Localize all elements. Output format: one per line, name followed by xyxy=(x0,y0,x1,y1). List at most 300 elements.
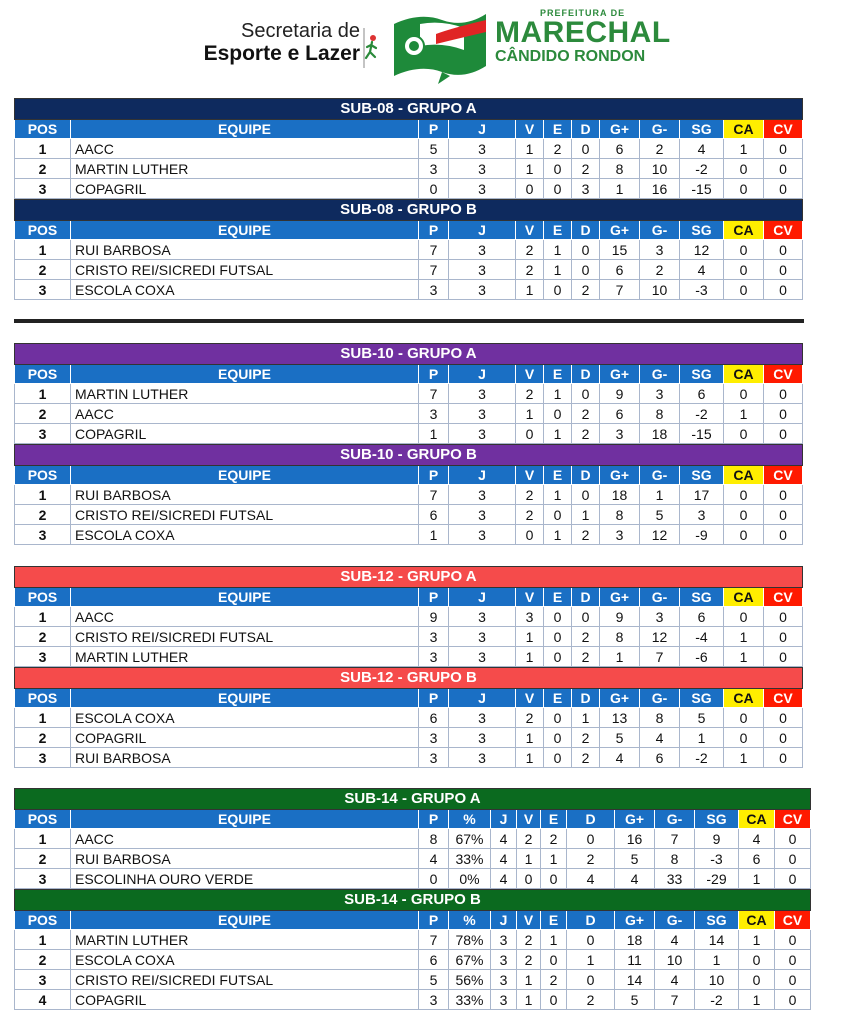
cell-cv: 0 xyxy=(764,728,803,748)
cell-gminus: 5 xyxy=(640,505,680,525)
divider-line xyxy=(14,319,804,323)
header-row xyxy=(15,365,803,384)
group-title: SUB-08 - GRUPO A xyxy=(15,99,803,120)
cell-d: 1 xyxy=(572,708,600,728)
cell-d: 2 xyxy=(572,404,600,424)
page-header xyxy=(0,0,855,90)
cell-d: 0 xyxy=(567,829,615,849)
prefeitura-city: CÂNDIDO RONDON xyxy=(495,48,646,65)
cell-gplus: 18 xyxy=(600,485,640,505)
col-header-sg: SG xyxy=(680,221,724,240)
cell-pos: 3 xyxy=(15,647,71,667)
table-row xyxy=(15,627,803,647)
col-header-name: EQUIPE xyxy=(71,588,419,607)
col-header-cv: CV xyxy=(775,810,811,829)
col-header-name: EQUIPE xyxy=(71,221,419,240)
cell-pos: 2 xyxy=(15,950,71,970)
table-row xyxy=(15,280,803,300)
cell-ca: 1 xyxy=(739,990,775,1010)
cell-gplus: 3 xyxy=(600,424,640,444)
header-row xyxy=(15,120,803,139)
cell-e: 0 xyxy=(541,869,567,889)
cell-pos: 1 xyxy=(15,240,71,260)
cell-name: CRISTO REI/SICREDI FUTSAL xyxy=(71,627,419,647)
cell-j: 3 xyxy=(449,179,516,199)
cell-pct: 33% xyxy=(449,849,491,869)
cell-gminus: 7 xyxy=(640,647,680,667)
cell-e: 0 xyxy=(544,607,572,627)
cell-ca: 0 xyxy=(724,708,764,728)
cell-gminus: 4 xyxy=(655,970,695,990)
cell-e: 1 xyxy=(544,384,572,404)
cell-gplus: 5 xyxy=(615,990,655,1010)
cell-e: 1 xyxy=(544,525,572,545)
cell-cv: 0 xyxy=(775,869,811,889)
group-title-row xyxy=(15,890,811,911)
col-header-ca: CA xyxy=(724,120,764,139)
cell-v: 2 xyxy=(516,260,544,280)
col-header-d: D xyxy=(572,466,600,485)
col-header-cv: CV xyxy=(764,365,803,384)
col-header-cv: CV xyxy=(775,911,811,930)
col-header-gplus: G+ xyxy=(600,120,640,139)
cell-name: MARTIN LUTHER xyxy=(71,647,419,667)
cell-j: 3 xyxy=(449,139,516,159)
col-header-d: D xyxy=(572,120,600,139)
cell-p: 0 xyxy=(419,869,449,889)
cell-gminus: 8 xyxy=(640,404,680,424)
cell-e: 1 xyxy=(544,260,572,280)
header-row xyxy=(15,689,803,708)
col-header-name: EQUIPE xyxy=(71,365,419,384)
cell-pos: 3 xyxy=(15,525,71,545)
col-header-d: D xyxy=(572,365,600,384)
col-header-ca: CA xyxy=(739,911,775,930)
col-header-gplus: G+ xyxy=(600,588,640,607)
col-header-gminus: G- xyxy=(640,120,680,139)
sub08-block xyxy=(14,98,803,300)
cell-d: 0 xyxy=(572,607,600,627)
cell-e: 2 xyxy=(541,970,567,990)
col-header-ca: CA xyxy=(724,588,764,607)
cell-v: 3 xyxy=(516,607,544,627)
standings-table xyxy=(14,566,803,667)
cell-pos: 1 xyxy=(15,485,71,505)
cell-ca: 1 xyxy=(724,139,764,159)
cell-ca: 0 xyxy=(724,384,764,404)
cell-p: 3 xyxy=(419,990,449,1010)
cell-gplus: 6 xyxy=(600,260,640,280)
col-header-j: J xyxy=(449,221,516,240)
col-header-gminus: G- xyxy=(640,365,680,384)
col-header-e: E xyxy=(544,466,572,485)
cell-ca: 4 xyxy=(739,829,775,849)
col-header-v: V xyxy=(517,911,541,930)
cell-v: 1 xyxy=(517,970,541,990)
standings-table xyxy=(14,788,811,889)
col-header-gminus: G- xyxy=(640,221,680,240)
cell-j: 3 xyxy=(491,950,517,970)
col-header-e: E xyxy=(544,365,572,384)
cell-e: 1 xyxy=(541,849,567,869)
cell-j: 3 xyxy=(449,404,516,424)
group-title: SUB-12 - GRUPO B xyxy=(15,668,803,689)
cell-pos: 3 xyxy=(15,179,71,199)
cell-pos: 1 xyxy=(15,829,71,849)
table-row xyxy=(15,950,811,970)
table-row xyxy=(15,384,803,404)
col-header-d: D xyxy=(567,810,615,829)
col-header-j: J xyxy=(449,120,516,139)
cell-pos: 2 xyxy=(15,505,71,525)
table-row xyxy=(15,708,803,728)
table-row xyxy=(15,505,803,525)
cell-sg: 9 xyxy=(695,829,739,849)
cell-v: 2 xyxy=(517,950,541,970)
cell-d: 1 xyxy=(572,505,600,525)
col-header-gplus: G+ xyxy=(615,911,655,930)
cell-d: 3 xyxy=(572,179,600,199)
cell-ca: 0 xyxy=(724,607,764,627)
cell-cv: 0 xyxy=(764,179,803,199)
col-header-p: P xyxy=(419,120,449,139)
cell-gplus: 8 xyxy=(600,627,640,647)
header-row xyxy=(15,466,803,485)
cell-name: MARTIN LUTHER xyxy=(71,930,419,950)
col-header-v: V xyxy=(516,466,544,485)
cell-cv: 0 xyxy=(775,930,811,950)
col-header-v: V xyxy=(516,221,544,240)
cell-ca: 0 xyxy=(724,179,764,199)
col-header-p: P xyxy=(419,911,449,930)
cell-p: 3 xyxy=(419,280,449,300)
col-header-ca: CA xyxy=(724,466,764,485)
col-header-p: P xyxy=(419,689,449,708)
col-header-e: E xyxy=(544,221,572,240)
cell-pos: 3 xyxy=(15,748,71,768)
cell-ca: 0 xyxy=(724,280,764,300)
cell-d: 2 xyxy=(572,525,600,545)
standings-table xyxy=(14,889,811,1010)
cell-e: 1 xyxy=(541,930,567,950)
table-row xyxy=(15,970,811,990)
cell-e: 1 xyxy=(544,424,572,444)
cell-cv: 0 xyxy=(764,505,803,525)
col-header-e: E xyxy=(541,911,567,930)
prefeitura-small: PREFEITURA DE xyxy=(540,8,626,18)
col-header-j: J xyxy=(449,689,516,708)
cell-e: 0 xyxy=(544,505,572,525)
cell-ca: 1 xyxy=(724,404,764,424)
col-header-e: E xyxy=(544,588,572,607)
cell-j: 3 xyxy=(449,240,516,260)
cell-e: 0 xyxy=(544,159,572,179)
cell-sg: -3 xyxy=(680,280,724,300)
cell-pos: 2 xyxy=(15,849,71,869)
group-title-row xyxy=(15,344,803,365)
cell-name: MARTIN LUTHER xyxy=(71,384,419,404)
cell-p: 6 xyxy=(419,505,449,525)
cell-j: 3 xyxy=(449,708,516,728)
standings-table xyxy=(14,199,803,300)
cell-sg: -3 xyxy=(695,849,739,869)
group-title: SUB-14 - GRUPO A xyxy=(15,789,811,810)
sub12-block xyxy=(14,566,803,768)
cell-cv: 0 xyxy=(764,384,803,404)
cell-gplus: 5 xyxy=(600,728,640,748)
cell-name: ESCOLA COXA xyxy=(71,525,419,545)
cell-cv: 0 xyxy=(764,240,803,260)
cell-j: 3 xyxy=(449,485,516,505)
cell-j: 4 xyxy=(491,849,517,869)
cell-name: COPAGRIL xyxy=(71,424,419,444)
cell-d: 2 xyxy=(572,748,600,768)
col-header-pos: POS xyxy=(15,810,71,829)
col-header-gminus: G- xyxy=(655,911,695,930)
col-header-sg: SG xyxy=(680,588,724,607)
cell-pos: 2 xyxy=(15,627,71,647)
cell-gminus: 3 xyxy=(640,384,680,404)
cell-sg: -2 xyxy=(695,990,739,1010)
cell-ca: 0 xyxy=(739,950,775,970)
group-title: SUB-08 - GRUPO B xyxy=(15,200,803,221)
cell-pos: 3 xyxy=(15,869,71,889)
cell-d: 0 xyxy=(572,485,600,505)
header-row xyxy=(15,588,803,607)
col-header-sg: SG xyxy=(680,466,724,485)
cell-v: 1 xyxy=(516,647,544,667)
cell-cv: 0 xyxy=(775,950,811,970)
cell-cv: 0 xyxy=(764,424,803,444)
cell-sg: 3 xyxy=(680,505,724,525)
standings-table xyxy=(14,444,803,545)
col-header-pos: POS xyxy=(15,466,71,485)
col-header-sg: SG xyxy=(695,810,739,829)
secretaria-logo xyxy=(190,20,360,66)
table-row xyxy=(15,485,803,505)
cell-ca: 6 xyxy=(739,849,775,869)
cell-gplus: 13 xyxy=(600,708,640,728)
col-header-cv: CV xyxy=(764,120,803,139)
cell-d: 0 xyxy=(572,139,600,159)
cell-gplus: 8 xyxy=(600,505,640,525)
cell-e: 1 xyxy=(544,485,572,505)
cell-v: 0 xyxy=(516,525,544,545)
cell-cv: 0 xyxy=(764,525,803,545)
cell-name: AACC xyxy=(71,829,419,849)
col-header-sg: SG xyxy=(695,911,739,930)
col-header-pos: POS xyxy=(15,689,71,708)
cell-cv: 0 xyxy=(764,627,803,647)
table-row xyxy=(15,139,803,159)
cell-gplus: 3 xyxy=(600,525,640,545)
col-header-j: J xyxy=(449,588,516,607)
col-header-v: V xyxy=(516,689,544,708)
col-header-j: J xyxy=(491,911,517,930)
cell-cv: 0 xyxy=(775,849,811,869)
cell-d: 0 xyxy=(572,384,600,404)
cell-pos: 1 xyxy=(15,139,71,159)
cell-name: AACC xyxy=(71,139,419,159)
cell-d: 0 xyxy=(567,930,615,950)
col-header-p: P xyxy=(419,365,449,384)
col-header-v: V xyxy=(516,365,544,384)
cell-j: 3 xyxy=(491,970,517,990)
cell-v: 0 xyxy=(516,179,544,199)
cell-gplus: 1 xyxy=(600,179,640,199)
cell-p: 5 xyxy=(419,970,449,990)
col-header-pos: POS xyxy=(15,911,71,930)
cell-cv: 0 xyxy=(775,829,811,849)
col-header-gminus: G- xyxy=(640,689,680,708)
cell-gplus: 5 xyxy=(615,849,655,869)
table-row xyxy=(15,525,803,545)
cell-sg: 4 xyxy=(680,139,724,159)
group-title-row xyxy=(15,99,803,120)
col-header-gplus: G+ xyxy=(600,365,640,384)
cell-sg: 5 xyxy=(680,708,724,728)
col-header-p: P xyxy=(419,466,449,485)
cell-ca: 0 xyxy=(724,505,764,525)
cell-sg: 4 xyxy=(680,260,724,280)
col-header-sg: SG xyxy=(680,689,724,708)
cell-cv: 0 xyxy=(764,404,803,424)
cell-e: 2 xyxy=(544,139,572,159)
cell-sg: 1 xyxy=(680,728,724,748)
cell-d: 2 xyxy=(572,159,600,179)
cell-d: 2 xyxy=(567,849,615,869)
cell-name: CRISTO REI/SICREDI FUTSAL xyxy=(71,970,419,990)
col-header-name: EQUIPE xyxy=(71,120,419,139)
runner-icon xyxy=(362,26,380,70)
cell-d: 2 xyxy=(572,728,600,748)
cell-pct: 33% xyxy=(449,990,491,1010)
cell-name: ESCOLINHA OURO VERDE xyxy=(71,869,419,889)
col-header-v: V xyxy=(516,120,544,139)
cell-pos: 1 xyxy=(15,930,71,950)
cell-gminus: 10 xyxy=(640,159,680,179)
table-row xyxy=(15,240,803,260)
table-row xyxy=(15,990,811,1010)
cell-p: 3 xyxy=(419,647,449,667)
cell-name: ESCOLA COXA xyxy=(71,950,419,970)
cell-pos: 2 xyxy=(15,260,71,280)
col-header-gplus: G+ xyxy=(600,466,640,485)
municipal-flag-icon xyxy=(390,6,490,84)
table-row xyxy=(15,159,803,179)
table-row xyxy=(15,748,803,768)
cell-pos: 1 xyxy=(15,607,71,627)
standings-table xyxy=(14,98,803,199)
cell-j: 4 xyxy=(491,829,517,849)
cell-gminus: 3 xyxy=(640,607,680,627)
cell-cv: 0 xyxy=(775,990,811,1010)
table-row xyxy=(15,607,803,627)
cell-e: 0 xyxy=(544,728,572,748)
cell-p: 7 xyxy=(419,384,449,404)
cell-gminus: 33 xyxy=(655,869,695,889)
cell-pct: 67% xyxy=(449,950,491,970)
col-header-name: EQUIPE xyxy=(71,810,419,829)
cell-j: 3 xyxy=(449,424,516,444)
cell-cv: 0 xyxy=(764,607,803,627)
cell-cv: 0 xyxy=(764,647,803,667)
cell-gplus: 4 xyxy=(600,748,640,768)
cell-v: 2 xyxy=(516,505,544,525)
cell-d: 0 xyxy=(572,240,600,260)
cell-e: 2 xyxy=(541,829,567,849)
cell-cv: 0 xyxy=(764,748,803,768)
group-title-row xyxy=(15,567,803,588)
cell-gplus: 14 xyxy=(615,970,655,990)
cell-name: AACC xyxy=(71,607,419,627)
col-header-pos: POS xyxy=(15,365,71,384)
col-header-d: D xyxy=(567,911,615,930)
col-header-gminus: G- xyxy=(640,588,680,607)
col-header-gplus: G+ xyxy=(600,689,640,708)
cell-pos: 2 xyxy=(15,404,71,424)
col-header-d: D xyxy=(572,221,600,240)
cell-name: CRISTO REI/SICREDI FUTSAL xyxy=(71,505,419,525)
standings-table xyxy=(14,343,803,444)
header-row xyxy=(15,911,811,930)
col-header-gplus: G+ xyxy=(615,810,655,829)
cell-p: 6 xyxy=(419,950,449,970)
table-row xyxy=(15,179,803,199)
secretaria-line2: Esporte e Lazer xyxy=(203,42,360,65)
cell-ca: 1 xyxy=(739,930,775,950)
group-title-row xyxy=(15,789,811,810)
cell-j: 3 xyxy=(491,990,517,1010)
cell-d: 2 xyxy=(572,627,600,647)
cell-sg: 6 xyxy=(680,384,724,404)
group-title-row xyxy=(15,668,803,689)
sub10-block xyxy=(14,343,803,545)
group-title: SUB-12 - GRUPO A xyxy=(15,567,803,588)
cell-e: 0 xyxy=(544,748,572,768)
cell-gplus: 11 xyxy=(615,950,655,970)
cell-v: 1 xyxy=(516,728,544,748)
cell-cv: 0 xyxy=(764,280,803,300)
cell-e: 0 xyxy=(544,179,572,199)
col-header-p: P xyxy=(419,810,449,829)
cell-pos: 4 xyxy=(15,990,71,1010)
cell-sg: 14 xyxy=(695,930,739,950)
cell-ca: 1 xyxy=(739,869,775,889)
cell-j: 3 xyxy=(449,627,516,647)
cell-v: 1 xyxy=(516,627,544,647)
cell-cv: 0 xyxy=(764,708,803,728)
cell-p: 0 xyxy=(419,179,449,199)
group-title: SUB-14 - GRUPO B xyxy=(15,890,811,911)
cell-gminus: 7 xyxy=(655,990,695,1010)
cell-v: 2 xyxy=(516,240,544,260)
cell-v: 1 xyxy=(516,139,544,159)
col-header-e: E xyxy=(541,810,567,829)
table-row xyxy=(15,647,803,667)
table-row xyxy=(15,930,811,950)
cell-j: 3 xyxy=(449,607,516,627)
col-header-v: V xyxy=(516,588,544,607)
cell-gminus: 1 xyxy=(640,485,680,505)
cell-gminus: 8 xyxy=(655,849,695,869)
cell-e: 0 xyxy=(544,280,572,300)
cell-j: 3 xyxy=(449,280,516,300)
col-header-pct: % xyxy=(449,911,491,930)
cell-sg: -6 xyxy=(680,647,724,667)
col-header-p: P xyxy=(419,221,449,240)
cell-name: RUI BARBOSA xyxy=(71,485,419,505)
